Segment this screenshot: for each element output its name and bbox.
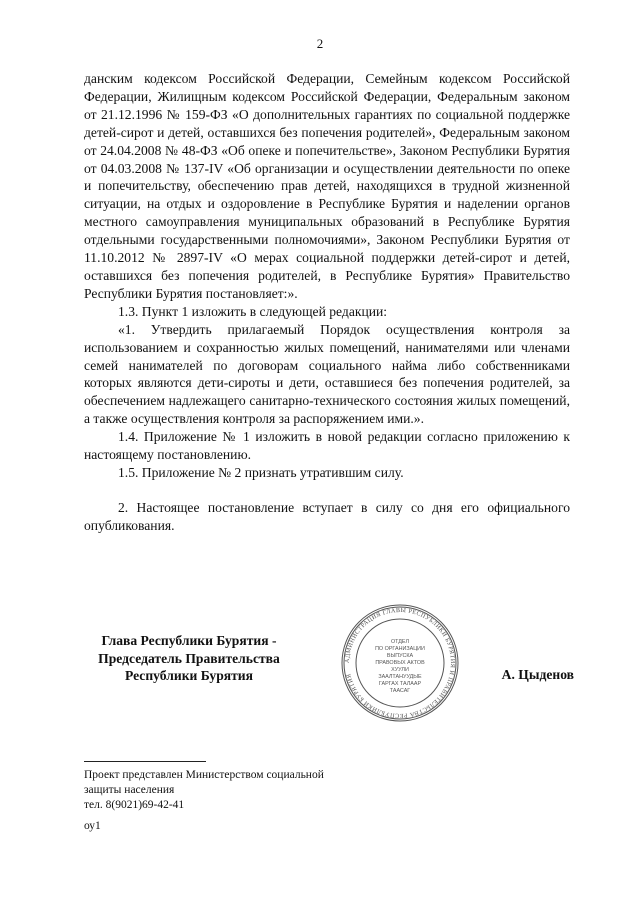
signatory-title bbox=[84, 632, 294, 685]
paragraph-item-1-3-text: «1. Утвердить прилагаемый Порядок осуществления контроля за использованием и сохранностью жилых помещений, нанимателями или членами семей нанимателей по договорам социального найма либо собственниками которых являются дети-сироты и дети, оставшиеся без попечения родителей, за обеспечением надлежащего санитарно-технического состояния жилых помещений, а также осуществления контроля за распоряжением ими.». bbox=[84, 321, 570, 427]
seal-text: ВЫПУСКА bbox=[386, 653, 414, 659]
paragraph-item-1-4: 1.4. Приложение № 1 изложить в новой редакции согласно приложению к настоящему постановлению. bbox=[84, 429, 570, 463]
footnote-divider bbox=[84, 761, 206, 762]
signatory-title-line: Глава Республики Бурятия - bbox=[101, 633, 277, 648]
seal-text: ЗААЛТАНУУДЫЕ bbox=[378, 674, 422, 680]
seal-text: ПРАВОВЫХ АКТОВ bbox=[375, 660, 425, 666]
seal-ring-text: АДМИНИСТРАЦИЯ ГЛАВЫ РЕСПУБЛИКИ БУРЯТИЯ И ПРАВИТЕЛЬСТВА РЕСПУБЛИКИ БУРЯТИЯ bbox=[343, 606, 457, 720]
footnote-phone: тел. 8(9021)69-42-41 bbox=[84, 799, 185, 811]
paragraph-legal-basis: данским кодексом Российской Федерации, Семейным кодексом Российской Федерации, Жилищным кодексом Российской Федерации, Федеральным законом от 21.12.1996 № 159-ФЗ «О дополнительных гарантиях по социальной поддержке детей-сирот и детей, оставшихся без попечения родителей», Федеральным законом от 24.04.2008 № 48-ФЗ «Об опеке и попечительстве», Законом Республики Бурятия от 04.03.2008 № 137-IV «Об организации и осуществлении деятельности по опеке и попечительству, обеспечению прав детей, находящихся в трудной жизненной ситуации, на отдых и оздоровление в Республике Бурятия и наделении органов местного самоуправления муниципальных образований в Республике Бурятия отдельными государственными полномочиями», Законом Республики Бурятия от 11.10.2012 № 2897-IV «О мерах социальной поддержки детей-сирот и детей, оставшихся без попечения родителей, в Республике Бурятия» Правительство Республики Бурятия постановляет:». bbox=[84, 71, 570, 301]
footnote-line: Проект представлен Министерством социальной bbox=[84, 769, 324, 781]
document-code: оу1 bbox=[84, 820, 101, 832]
page-number: 2 bbox=[316, 36, 324, 51]
seal-text: ТААСАГ bbox=[389, 688, 411, 694]
signatory-title-line: Республики Бурятия bbox=[124, 668, 253, 683]
paragraph-item-1-5: 1.5. Приложение № 2 признать утратившим силу. bbox=[118, 464, 404, 480]
document-body bbox=[84, 70, 570, 535]
signatory-title-line: Председатель Правительства bbox=[98, 650, 280, 666]
footnote-line: защиты населения bbox=[84, 784, 175, 796]
signatory-name: А. Цыденов bbox=[501, 667, 574, 682]
official-seal bbox=[330, 603, 470, 723]
seal-text: ПО ОРГАНИЗАЦИИ bbox=[375, 646, 425, 652]
seal-text: ОТДЕЛ bbox=[390, 639, 410, 645]
seal-text: ГАРГАХ ТАЛААР bbox=[378, 681, 422, 687]
paragraph-item-1-3: 1.3. Пункт 1 изложить в следующей редакции: bbox=[118, 303, 388, 319]
seal-text: ХУУЛИ bbox=[391, 667, 409, 673]
paragraph-item-2: 2. Настоящее постановление вступает в силу со дня его официального опубликования. bbox=[84, 499, 570, 533]
footnote bbox=[84, 768, 384, 834]
